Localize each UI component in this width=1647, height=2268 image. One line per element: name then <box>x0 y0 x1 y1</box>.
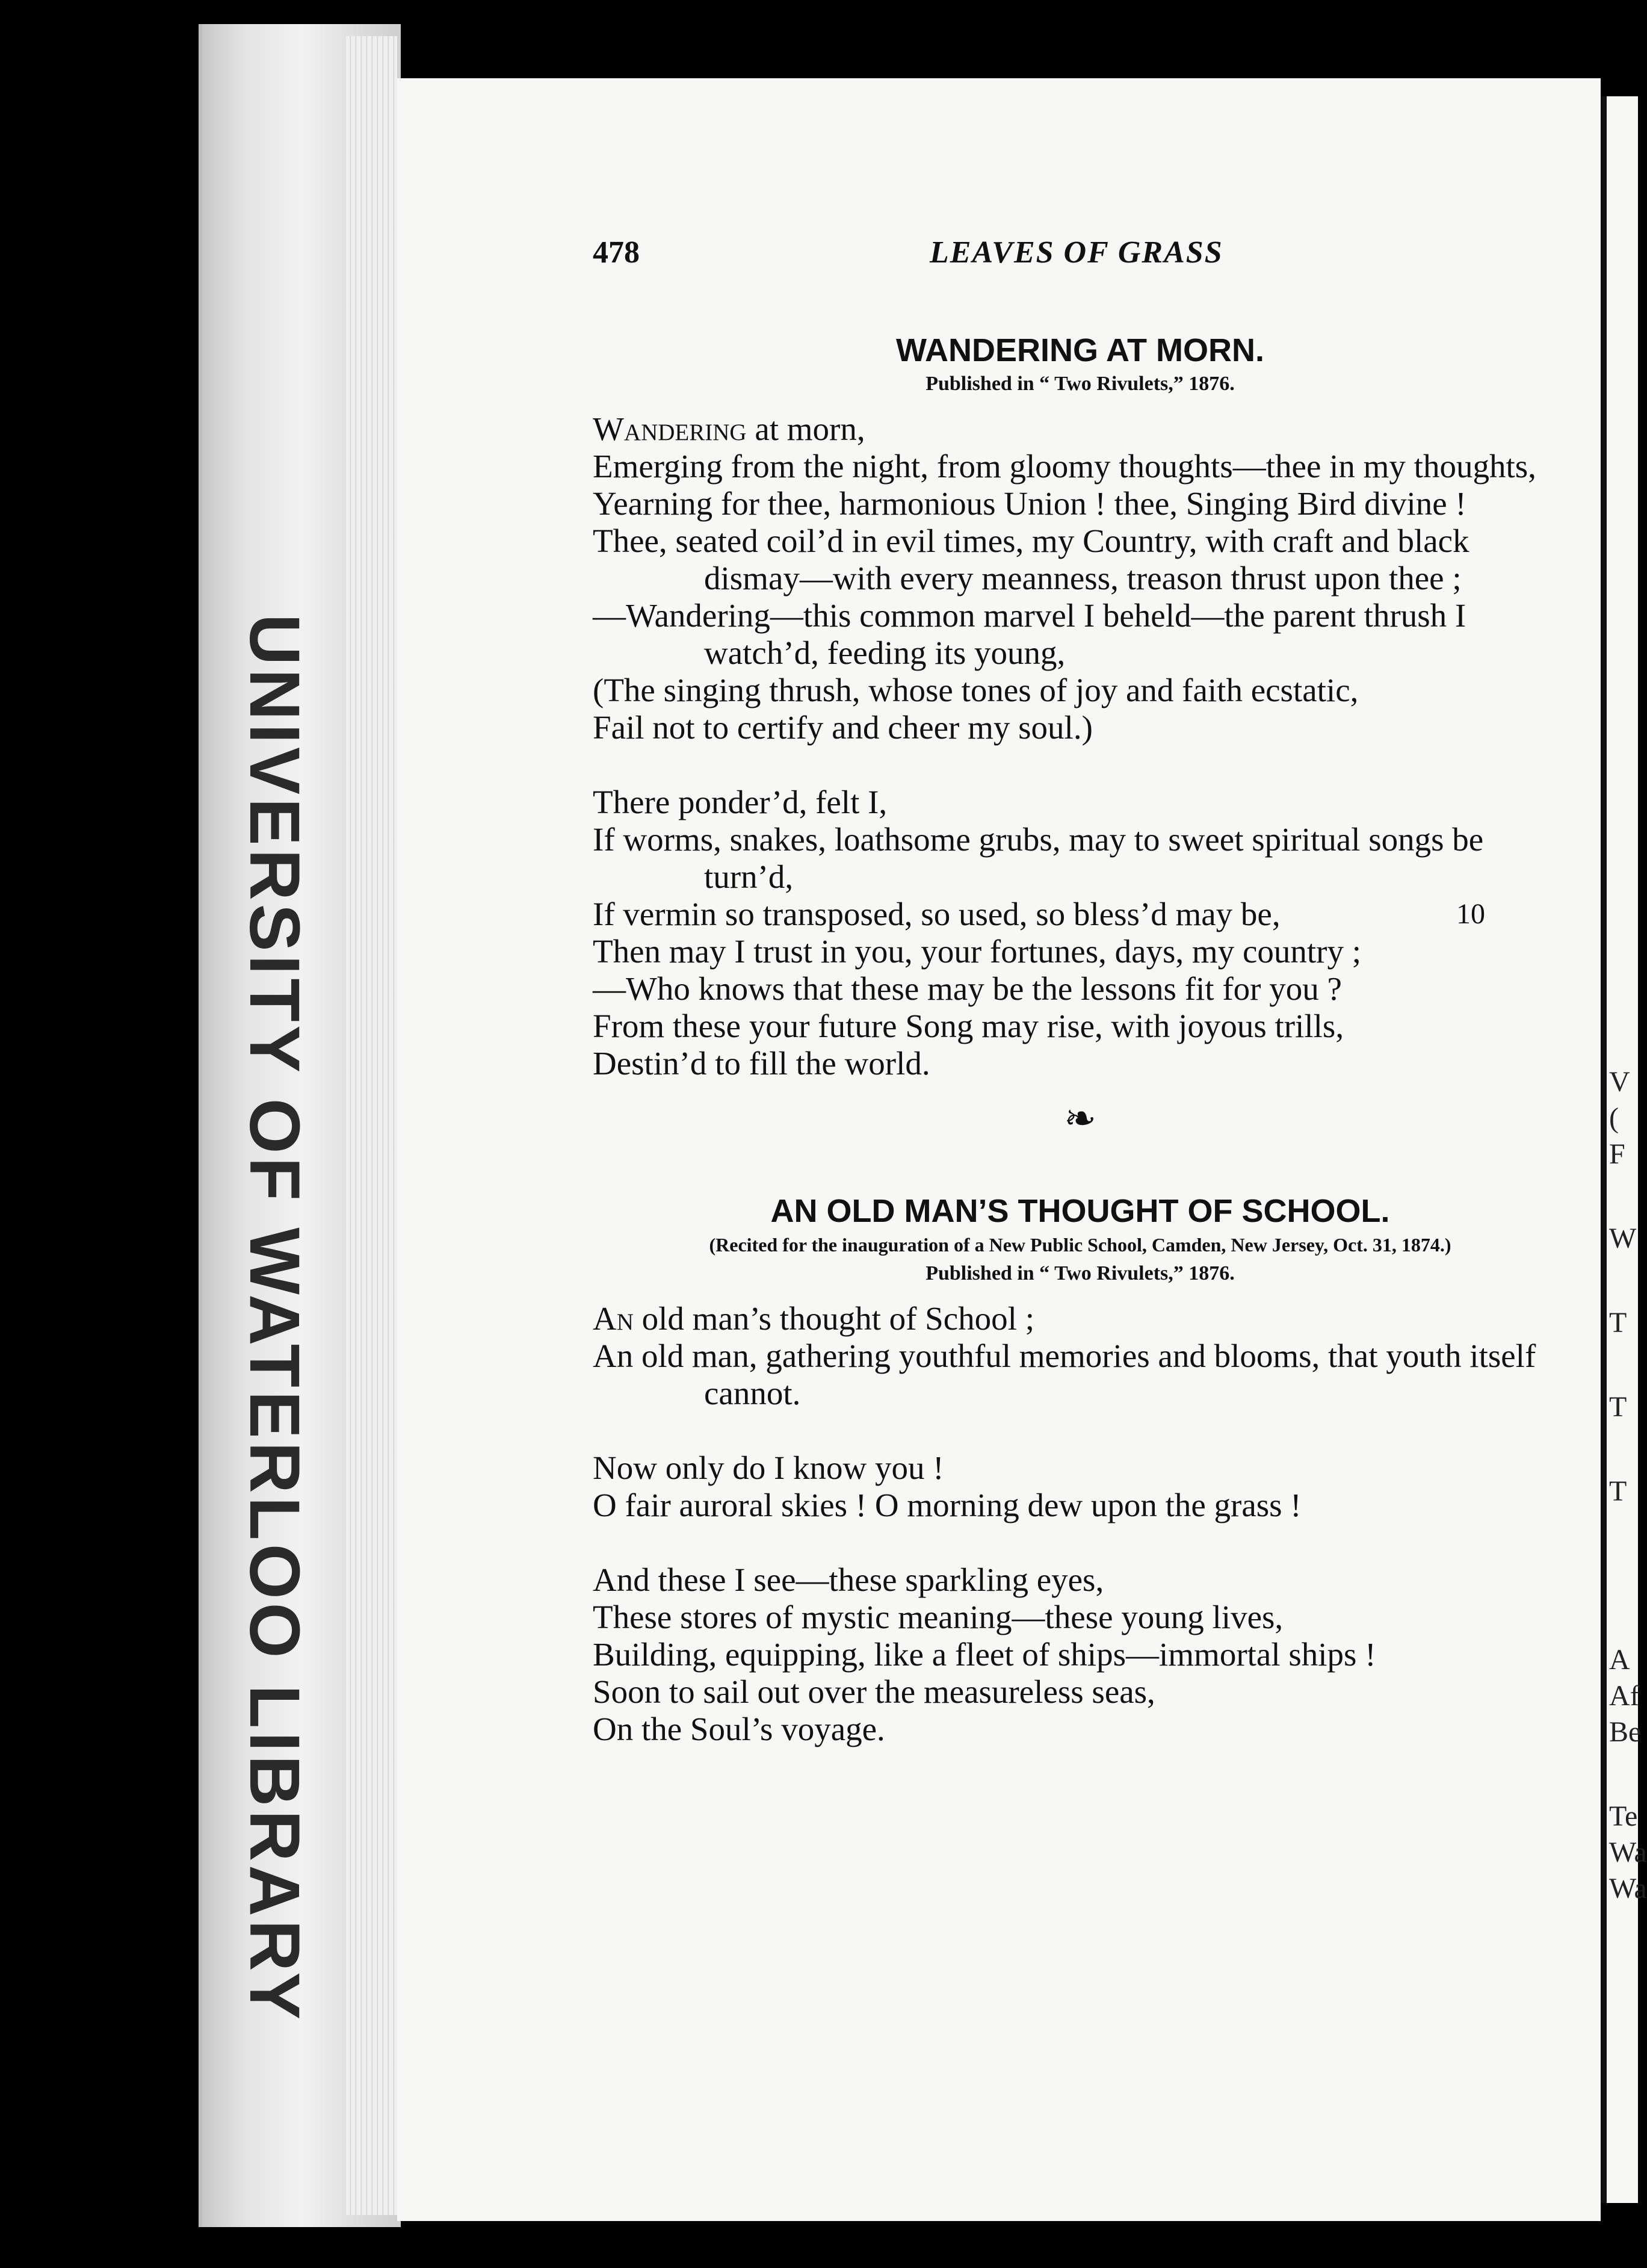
stanza <box>593 1449 1568 1524</box>
running-title: LEAVES OF GRASS <box>930 235 1223 270</box>
next-page-fragment: Wa <box>1609 1836 1647 1868</box>
stanza <box>593 784 1568 1082</box>
poem-line: There ponder’d, felt I, <box>593 784 888 820</box>
next-page-fragment: Af <box>1609 1680 1640 1712</box>
poem-line: Building, equipping, like a fleet of ships—immortal ships ! <box>593 1636 1376 1673</box>
poem-line: An old man, gathering youthful memories and blooms, that youth itself cannot. <box>593 1337 1536 1411</box>
poem-line: Then may I trust in you, your fortunes, days, my country ; <box>593 933 1362 970</box>
stanza <box>593 1561 1568 1748</box>
poem-line: Destin’d to fill the world. <box>593 1045 930 1082</box>
stanza <box>593 1300 1568 1412</box>
next-page-fragment: V <box>1609 1066 1630 1098</box>
next-page-fragment: Wa <box>1609 1873 1647 1904</box>
poem-line: —Wandering—this common marvel I beheld—the parent thrush I watch’d, feeding its young, <box>593 597 1466 671</box>
poem-line: (The singing thrush, whose tones of joy and faith ecstatic, <box>593 672 1359 708</box>
poem-line: Soon to sail out over the measureless seas, <box>593 1673 1155 1710</box>
next-page-sliver <box>1601 96 1647 2203</box>
next-page-fragment: W <box>1609 1222 1637 1254</box>
poem-old-mans-thought <box>593 1192 1568 1748</box>
next-page-fragment: A <box>1609 1644 1630 1676</box>
poem-line: On the Soul’s voyage. <box>593 1711 885 1747</box>
poem-wandering-at-morn <box>593 331 1568 1082</box>
poem-line: An old man’s thought of School ; <box>593 1300 1034 1337</box>
first-word: An <box>593 1300 634 1337</box>
poem-title: WANDERING AT MORN. <box>896 332 1264 368</box>
poem-line: Yearning for thee, harmonious Union ! thee, Singing Bird divine ! <box>593 485 1466 522</box>
next-page-fragment: ( <box>1609 1102 1619 1134</box>
next-page-fragment: F <box>1609 1138 1625 1170</box>
recitation-note: (Recited for the inauguration of a New Public School, Camden, New Jersey, Oct. 31, 1874.) <box>709 1234 1451 1256</box>
poem-title: AN OLD MAN’S THOUGHT OF SCHOOL. <box>770 1193 1390 1229</box>
poem-line: Thee, seated coil’d in evil times, my Country, with craft and black dismay—with every meanness, treason thrust upon thee ; <box>593 522 1469 596</box>
poem-line: Emerging from the night, from gloomy thoughts—thee in my thoughts, <box>593 448 1536 485</box>
poem-line: These stores of mystic meaning—these young lives, <box>593 1599 1284 1635</box>
poem-line: Fail not to certify and cheer my soul.) <box>593 709 1093 746</box>
poem-line: —Who knows that these may be the lessons fit for you ? <box>593 970 1342 1007</box>
poem-line: If worms, snakes, loathsome grubs, may to sweet spiritual songs be turn’d, <box>593 821 1484 895</box>
poem-line: If vermin so transposed, so used, so bless’d may be, 10 <box>593 896 1485 932</box>
next-page-fragment: T <box>1609 1307 1627 1339</box>
next-page-fragment: T <box>1609 1475 1627 1507</box>
stanza <box>593 411 1568 746</box>
poem-line: From these your future Song may rise, with joyous trills, <box>593 1008 1344 1044</box>
library-stamp <box>286 614 310 2023</box>
page-edges <box>346 36 397 2215</box>
page-number: 478 <box>593 235 640 270</box>
publication-note: Published in “ Two Rivulets,” 1876. <box>925 373 1235 395</box>
poem-line: O fair auroral skies ! O morning dew upon the grass ! <box>593 1487 1302 1523</box>
poem-line: Now only do I know you ! <box>593 1449 944 1486</box>
page-content <box>593 331 1568 1785</box>
ornament-icon: ❧ <box>1064 1097 1096 1140</box>
page-header <box>593 235 1255 271</box>
next-page-fragment: Be <box>1609 1716 1642 1748</box>
poem-line: And these I see—these sparkling eyes, <box>593 1561 1104 1598</box>
next-page-fragment: T <box>1609 1391 1627 1423</box>
next-page-fragment: Te <box>1609 1800 1638 1832</box>
publication-note: Published in “ Two Rivulets,” 1876. <box>925 1262 1235 1284</box>
first-word: Wandering <box>593 411 747 447</box>
poem-line: Wandering at morn, <box>593 411 865 447</box>
